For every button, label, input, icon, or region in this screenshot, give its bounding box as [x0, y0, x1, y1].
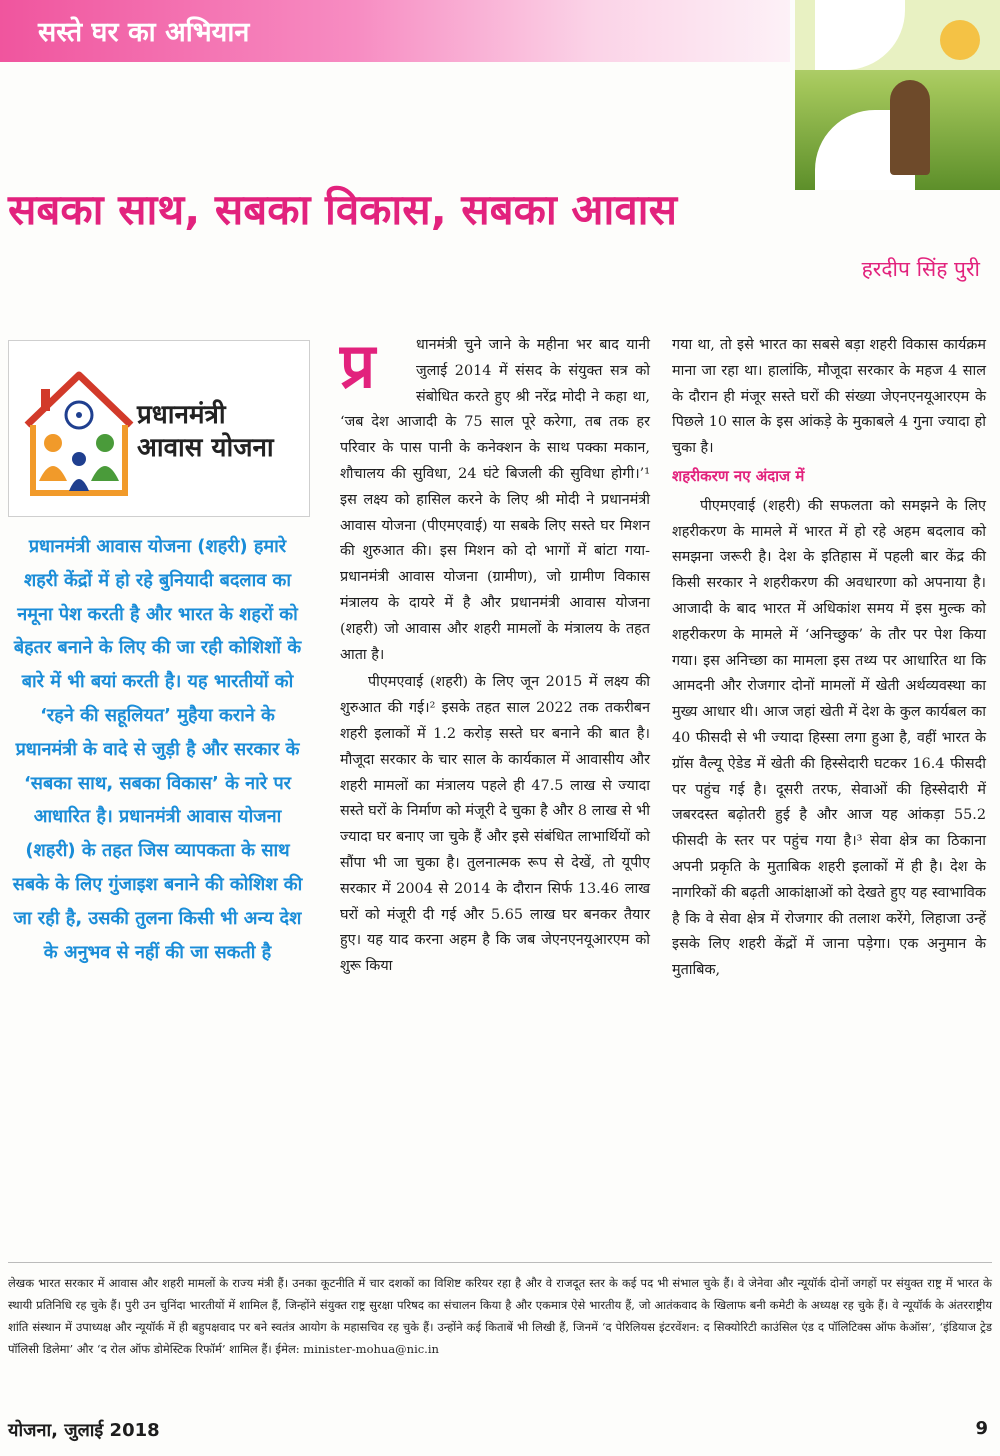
paragraph-2-text: पीएमएवाई (शहरी) के लिए जून 2015 में लक्ष्य की शुरुआत की गई।² इसके तहत साल 2022 तक तकरीबन शहरी इलाकों में 1.2 करोड़ सस्ते घर बनाने की बात है। मौजूदा सरकार के चार साल के कार्यकाल में आवासीय और शहरी मामलों का मंत्रालय पहले ही 47.5 लाख से ज्यादा सस्ते घरों के निर्माण को मंजूरी दे चुका है और 8 लाख से भी ज्यादा घर बनाए जा चुके हैं और इसे संबंधित लाभार्थियों को सौंपा भी जा चुका है। तुलनात्मक रूप से देखें, तो यूपीए सरकार में 2004 से 2014 के दौरान सिर्फ 13.46 लाख घरों को मंजूरी दी गई और 5.65 लाख घर बनकर तैयार हुए। यह याद करना अहम है कि जब जेएनएनयूआरएम को शुरू किया — [340, 674, 650, 975]
article-title: सबका साथ, सबका विकास, सबका आवास — [8, 185, 677, 234]
header-photo — [795, 0, 1000, 190]
footnote-divider — [8, 1262, 992, 1263]
pmay-logo-box — [8, 340, 310, 517]
article-column-middle — [340, 329, 650, 980]
author-footnote: लेखक भारत सरकार में आवास और शहरी मामलों के राज्य मंत्री हैं। उनका कूटनीति में चार दशकों का विशिष्ट करियर रहा है और वे राजदूत स्तर के कई पद भी संभाल चुके हैं। वे जेनेवा और न्यूयॉर्क दोनों जगहों पर संयुक्त राष्ट्र में भारत के स्थायी प्रतिनिधि रह चुके हैं। पुरी उन चुनिंदा भारतीयों में शामिल हैं, जिन्होंने संयुक्त राष्ट्र सुरक्षा परिषद का संचालन किया है और एकमात्र ऐसे भारतीय हैं, जो आतंकवाद के खिलाफ बनी कमेटी के अध्यक्ष रह चुके हैं। वे न्यूयॉर्क के अंतरराष्ट्रीय शांति संस्थान में उपाध्यक्ष और न्यूयॉर्क में ही बहुपक्षवाद पर बने स्वतंत्र आयोग के महासचिव रह चुके हैं। उन्होंने कई किताबें भी लिखी हैं, जिनमें ‘द पेरिलियस इंटरवेंशन: द सिक्योरिटी काउंसिल एंड द पॉलिटिक्स ऑफ केऑस’, ‘इंडियाज ट्रेड पॉलिसी डिलेमा’ और ‘द रोल ऑफ डोमेस्टिक रिफॉर्म’ शामिल हैं। ईमेल: minister-mohua@nic.in — [8, 1276, 992, 1356]
section-header-band — [0, 0, 790, 62]
publication-footer: योजना, जुलाई 2018 — [8, 1420, 160, 1441]
section-title: सस्ते घर का अभियान — [38, 17, 250, 48]
article-column-right — [672, 333, 986, 984]
logo-label: प्रधानमंत्री आवास योजना — [137, 400, 274, 463]
paragraph-1-text: धानमंत्री चुने जाने के महीना भर बाद यानी जुलाई 2014 में संसद के संयुक्त सत्र को संबोधित करते हुए श्री नरेंद्र मोदी ने कहा था, ‘जब देश आजादी के 75 साल पूरे करेगा, तब तक हर परिवार के पास पानी के कनेक्शन के साथ पक्का मकान, शौचालय की सुविधा, 24 घंटे बिजली की सुविधा होगी।’¹ इस लक्ष्य को हासिल करने के लिए श्री मोदी ने प्रधानमंत्री आवास योजना (पीएमएवाई) या सबके लिए सस्ते घर मिशन की शुरुआत की। इस मिशन को दो भागों में बांटा गया- प्रधानमंत्री आवास योजना (ग्रामीण), जो ग्रामीण विकास मंत्रालय के दायरे में है और प्रधानमंत्री आवास योजना (शहरी) जो आवास और शहरी मामलों के मंत्रालय के तहत आता है। — [340, 337, 650, 663]
author-name: हरदीप सिंह पुरी — [861, 257, 980, 281]
paragraph-4-text: पीएमएवाई (शहरी) की सफलता को समझने के लिए शहरीकरण के मामले में भारत में हो रहे अहम बदलाव को समझना जरूरी है। देश के इतिहास में पहली बार केंद्र की किसी सरकार ने शहरीकरण की अवधारणा को अपनाया है। आजादी के बाद भारत में अधिकांश समय में इस मुल्क को शहरीकरण के मामले में ‘अनिच्छुक’ के तौर पर पेश किया गया। इस अनिच्छा का मामला इस तथ्य पर आधारित था कि आमदनी और रोजगार दोनों मामलों में खेती अर्थव्यवस्था का मुख्य आधार थी। आज जहां खेती में देश के कुल कार्यबल का 40 फीसदी से भी ज्यादा हिस्सा लगा हुआ है, वहीं भारत के ग्रॉस वैल्यू ऐडेड में खेती की हिस्सेदारी घटकर 16.4 फीसदी पर पहुंच गई है। दूसरी तरफ, सेवाओं की हिस्सेदारी में जबरदस्त बढ़ोतरी हुई है और आज यह आंकड़ा 55.2 फीसदी के स्तर पर पहुंच गया है।³ सेवा क्षेत्र का ठिकाना अपनी प्रकृति के मुताबिक शहरी इलाकों में ही है। देश के नागरिकों की बढ़ती आकांक्षाओं को देखते हुए यह स्वाभाविक है कि वे सेवा क्षेत्र में रोजगार की तलाश करेंगे, लिहाजा उन्हें इसके लिए शहरी केंद्रों में जाना पड़ेगा। एक अनुमान के मुताबिक, — [672, 497, 986, 979]
photo-farmer-figure — [890, 80, 930, 175]
sidebar-callout: प्रधानमंत्री आवास योजना (शहरी) हमारे शहरी केंद्रों में हो रहे बुनियादी बदलाव का नमूना पेश करती है और भारत के शहरों को बेहतर बनाने के लिए की जा रही कोशिशों के बारे में भी बयां करती है। यह भारतीयों को ‘रहने की सहूलियत’ मुहैया कराने के प्रधानमंत्री के वादे से जुड़ी है और सरकार के ‘सबका साथ, सबका विकास’ के नारे पर आधारित है। प्रधानमंत्री आवास योजना (शहरी) के तहत जिस व्यापकता के साथ सबके के लिए गुंजाइश बनाने की कोशिश की जा रही है, उसकी तुलना किसी भी अन्य देश के अनुभव से नहीं की जा सकती है — [12, 536, 303, 963]
section-subheading: शहरीकरण नए अंदाज में — [672, 466, 805, 485]
drop-cap: प्र — [340, 329, 376, 402]
page-number: 9 — [975, 1418, 988, 1439]
paragraph-3-text: गया था, तो इसे भारत का सबसे बड़ा शहरी विकास कार्यक्रम माना जा रहा था। हालांकि, मौजूदा सरकार के महज 4 साल के दौरान ही मंजूर सस्ते घरों की संख्या जेएनएनयूआरएम के पिछले 10 साल के इस आंकड़े के मुकाबले 4 गुना ज्यादा हो चुका है। — [672, 337, 986, 457]
house-logo-icon — [19, 363, 139, 503]
photo-sun — [940, 20, 980, 60]
article-paragraph — [340, 329, 650, 668]
